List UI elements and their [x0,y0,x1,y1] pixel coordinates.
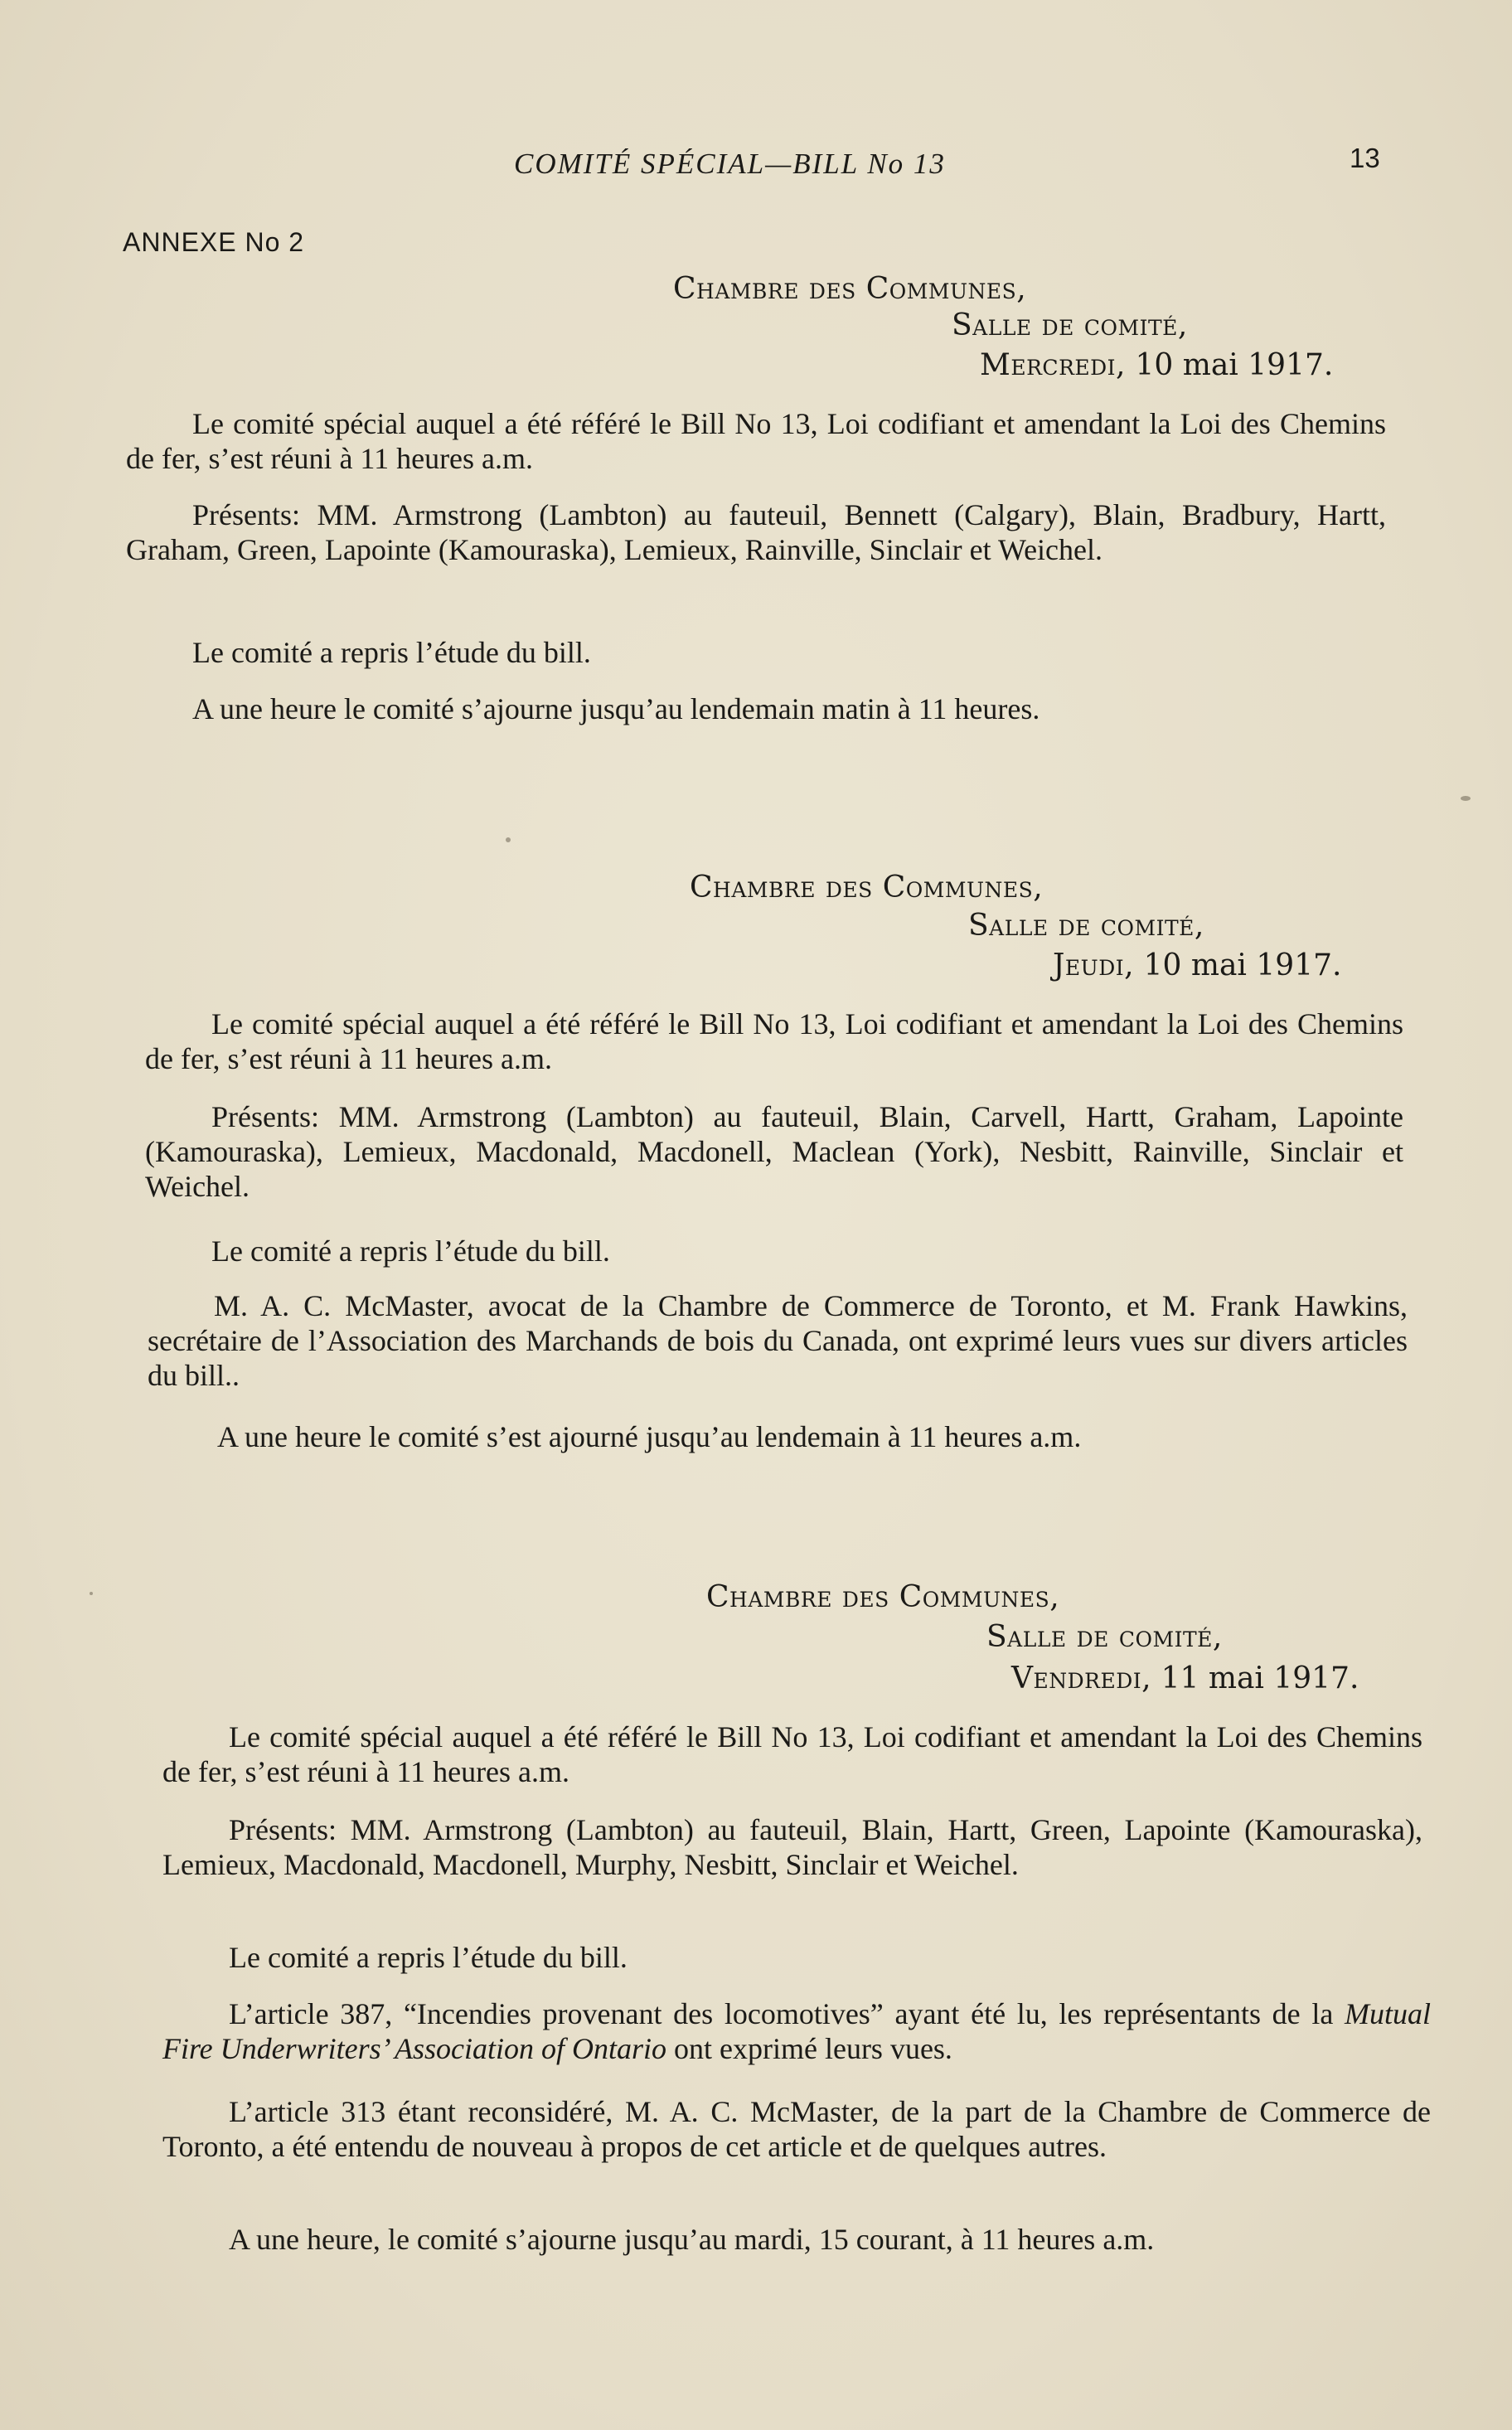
weekday: Vendredi, [1011,1661,1152,1695]
intro-paragraph: Le comité spécial auquel a été référé le Bill No 13, Loi codifiant et amendant la Loi des Chemins de fer, s’est réuni à 11 heures a.m. [126,407,1386,475]
present-paragraph: Présents: MM. Armstrong (Lambton) au fauteuil, Blain, Carvell, Hartt, Graham, Lapointe (Kamouraska), Lemieux, Macdonald, Macdonell, Maclean (York), Nesbitt, Rainville, Sinclair et Weichel. [145,1100,1403,1203]
date-heading [1053,948,1341,982]
date-heading [1011,1661,1359,1695]
date: 11 mai 1917. [1161,1661,1359,1695]
witnesses-paragraph: M. A. C. McMaster, avocat de la Chambre de Commerce de Toronto, et M. Frank Hawkins, secrétaire de l’Association des Marchands de bois du Canada, ont exprimé leurs vues sur divers articles du bill.. [148,1289,1408,1392]
present-paragraph: Présents: MM. Armstrong (Lambton) au fauteuil, Bennett (Calgary), Blain, Bradbury, Hartt, Graham, Green, Lapointe (Kamouraska), Lemieux, Rainville, Sinclair et Weichel. [126,498,1386,566]
scan-speck [506,837,511,842]
present-paragraph: Présents: MM. Armstrong (Lambton) au fauteuil, Blain, Hartt, Green, Lapointe (Kamouraska), Lemieux, Macdonald, Macdonell, Murphy, Nesbitt, Sinclair et Weichel. [162,1813,1422,1881]
weekday: Mercredi, [980,348,1126,382]
date: 10 mai 1917. [1135,348,1334,382]
room-heading: Salle de comité, [986,1620,1223,1654]
chamber-heading: Chambre des Communes, [706,1580,1060,1614]
scan-speck [90,1592,93,1595]
article-387-end: ont exprimé leurs vues. [674,2032,952,2065]
date-heading [980,348,1333,382]
chamber-heading: Chambre des Communes, [690,871,1044,905]
annex-label: ANNEXE No 2 [123,227,305,257]
adjourn-paragraph: A une heure le comité s’ajourne jusqu’au lendemain matin à 11 heures. [192,692,1040,725]
page-number: 13 [1350,143,1380,173]
room-heading: Salle de comité, [952,308,1188,342]
resumed-paragraph: Le comité a repris l’étude du bill. [211,1234,610,1268]
article-387-text: L’article 387, “Incendies provenant des locomotives” ayant été lu, les représentants de la [229,1997,1334,2030]
adjourn-paragraph: A une heure, le comité s’ajourne jusqu’au mardi, 15 courant, à 11 heures a.m. [229,2223,1155,2256]
resumed-paragraph: Le comité a repris l’étude du bill. [229,1941,628,1974]
scan-speck [1461,796,1471,801]
resumed-paragraph: Le comité a repris l’étude du bill. [192,636,591,669]
date: 10 mai 1917. [1143,948,1342,982]
intro-paragraph: Le comité spécial auquel a été référé le Bill No 13, Loi codifiant et amendant la Loi des Chemins de fer, s’est réuni à 11 heures a.m. [162,1720,1422,1788]
organization-name: Mutual Fire Underwriters’ Association of Ontario [162,1997,1431,2065]
room-heading: Salle de comité, [968,909,1204,943]
weekday: Jeudi, [1053,948,1135,982]
article-313-paragraph: L’article 313 étant reconsidéré, M. A. C. McMaster, de la part de la Chambre de Commerce de Toronto, a été entendu de nouveau à propos de cet article et de quelques autres. [162,2095,1431,2163]
article-387-paragraph [162,1996,1431,2066]
adjourn-paragraph: A une heure le comité s’est ajourné jusqu’au lendemain à 11 heures a.m. [217,1420,1082,1453]
running-head: COMITÉ SPÉCIAL—BILL No 13 [514,148,946,180]
chamber-heading: Chambre des Communes, [673,272,1027,306]
intro-paragraph: Le comité spécial auquel a été référé le Bill No 13, Loi codifiant et amendant la Loi des Chemins de fer, s’est réuni à 11 heures a.m. [145,1007,1403,1075]
